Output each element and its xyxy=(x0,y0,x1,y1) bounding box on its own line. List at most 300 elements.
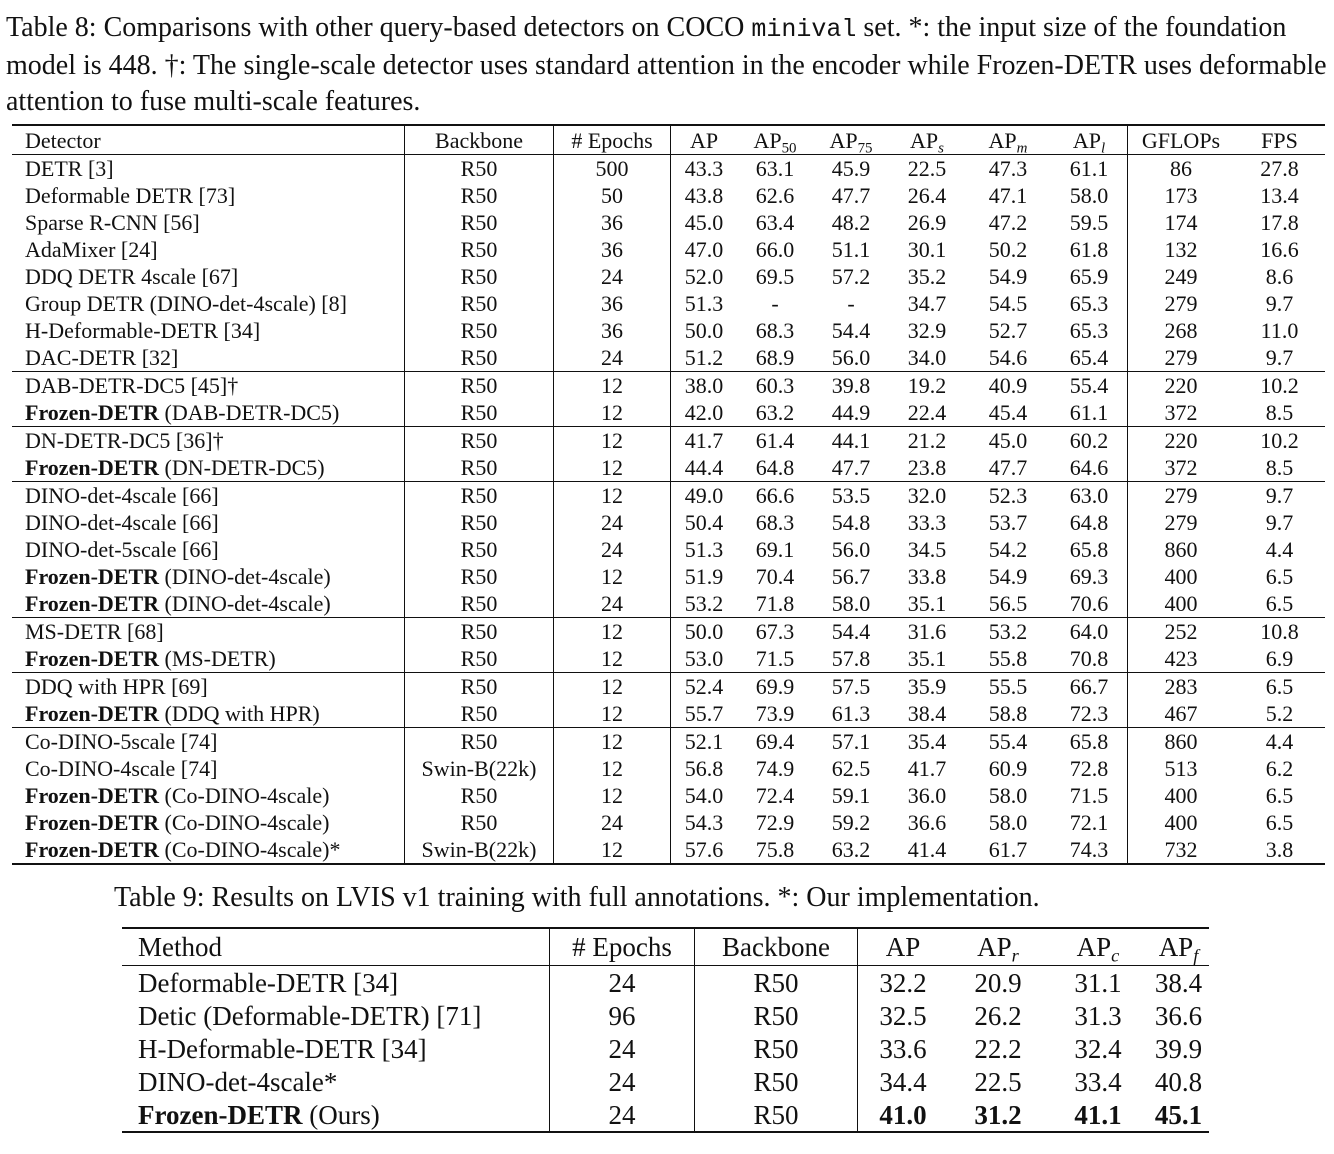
cell-apl: 65.8 xyxy=(1051,536,1128,563)
cell-epochs: 36 xyxy=(554,236,671,263)
cell-apl: 70.8 xyxy=(1051,645,1128,673)
cell-apl: 63.0 xyxy=(1051,482,1128,510)
cell-backbone: R50 xyxy=(695,1098,858,1132)
cell-backbone: R50 xyxy=(695,966,858,1000)
cell-method-name: Frozen-DETR (DN-DETR-DC5) xyxy=(12,454,405,482)
cell-ap: 51.3 xyxy=(684,291,724,316)
cell-fps: 6.5 xyxy=(1265,591,1294,616)
cell-epochs: 12 xyxy=(554,427,671,455)
cell-epochs: 12 xyxy=(554,618,671,646)
cell-aps: 36.0 xyxy=(907,783,947,808)
col-epochs: # Epochs xyxy=(550,928,695,966)
cell-aps: 38.4 xyxy=(907,701,947,726)
cell-gflops: 283 xyxy=(1164,674,1198,699)
cell-ap: 42.0 xyxy=(684,400,724,425)
cell-ap75: 54.4 xyxy=(831,318,871,343)
cell-gflops: 400 xyxy=(1164,564,1198,589)
cell-aps: 33.8 xyxy=(907,564,947,589)
cell-epochs: 96 xyxy=(550,999,695,1032)
cell-fps: 4.4 xyxy=(1265,537,1294,562)
cell-aps: 32.0 xyxy=(907,483,947,508)
table-row xyxy=(12,536,1325,563)
table8-group xyxy=(12,728,1325,865)
cell-backbone: R50 xyxy=(405,399,554,427)
cell-ap75: - xyxy=(847,291,855,316)
cell-apm: 54.2 xyxy=(988,537,1028,562)
cell-gflops: 174 xyxy=(1164,210,1198,235)
cell-backbone: R50 xyxy=(405,509,554,536)
table-row xyxy=(12,427,1325,455)
cell-ap50: 62.6 xyxy=(755,183,795,208)
col-apm: $AP_m$ xyxy=(965,125,1051,155)
cell-ap: 41.0 xyxy=(879,1099,927,1130)
cell-backbone: R50 xyxy=(405,155,554,183)
table-row xyxy=(12,344,1325,372)
cell-gflops: 132 xyxy=(1164,237,1198,262)
cell-fps: 13.4 xyxy=(1260,183,1299,208)
cell-apm: 54.6 xyxy=(988,345,1028,370)
cell-apm: 52.3 xyxy=(988,483,1028,508)
table8-group xyxy=(12,427,1325,482)
table-row xyxy=(12,755,1325,782)
cell-apl: 65.4 xyxy=(1051,344,1128,372)
cell-ap50: 69.4 xyxy=(755,729,795,754)
col-apr: $AP_r$ xyxy=(948,928,1048,966)
cell-backbone: R50 xyxy=(405,290,554,317)
cell-method-name: Frozen-DETR (DAB-DETR-DC5) xyxy=(12,399,405,427)
cell-ap: 32.5 xyxy=(879,1000,927,1031)
table-row xyxy=(12,317,1325,344)
cell-apr: 20.9 xyxy=(974,967,1022,998)
cell-aps: 23.8 xyxy=(907,455,947,480)
cell-apm: 56.5 xyxy=(988,591,1028,616)
cell-ap: 54.0 xyxy=(684,783,724,808)
cell-apm: 47.2 xyxy=(988,210,1028,235)
cell-backbone: Swin-B(22k) xyxy=(405,755,554,782)
cell-apm: 60.9 xyxy=(988,756,1028,781)
cell-epochs: 12 xyxy=(554,563,671,590)
cell-method-name: Frozen-DETR (DINO-det-4scale) xyxy=(12,563,405,590)
cell-apm: 45.4 xyxy=(988,400,1028,425)
table-row xyxy=(12,372,1325,400)
cell-ap75: 59.1 xyxy=(831,783,871,808)
cell-ap: 51.3 xyxy=(684,537,724,562)
table-row xyxy=(12,509,1325,536)
cell-apl: 55.4 xyxy=(1051,372,1128,400)
col-backbone: Backbone xyxy=(695,928,858,966)
table-row xyxy=(122,999,1209,1032)
cell-ap: 53.0 xyxy=(684,646,724,671)
cell-ap75: 45.9 xyxy=(831,156,871,181)
table-row xyxy=(12,782,1325,809)
cell-epochs: 24 xyxy=(554,263,671,290)
cell-epochs: 36 xyxy=(554,209,671,236)
cell-ap: 52.1 xyxy=(684,729,724,754)
col-ap50: $AP_{50}$ xyxy=(737,125,813,155)
cell-apc: 31.3 xyxy=(1074,1000,1122,1031)
cell-backbone: R50 xyxy=(405,182,554,209)
cell-method-name: Deformable-DETR [34] xyxy=(122,966,550,1000)
cell-gflops: 220 xyxy=(1164,428,1198,453)
cell-backbone: R50 xyxy=(405,782,554,809)
cell-apl: 74.3 xyxy=(1051,836,1128,864)
cell-aps: 22.4 xyxy=(907,400,947,425)
cell-method-name: H-Deformable-DETR [34] xyxy=(12,317,405,344)
table8 xyxy=(12,124,1325,865)
cell-fps: 3.8 xyxy=(1265,837,1294,862)
cell-backbone: R50 xyxy=(405,317,554,344)
cell-method-name: DDQ with HPR [69] xyxy=(12,673,405,701)
cell-apm: 53.2 xyxy=(988,619,1028,644)
table-row xyxy=(122,1098,1209,1132)
cell-fps: 6.5 xyxy=(1265,674,1294,699)
cell-apm: 40.9 xyxy=(988,373,1028,398)
cell-method-name: Frozen-DETR (Ours) xyxy=(122,1098,550,1132)
cell-apm: 55.4 xyxy=(988,729,1028,754)
cell-aps: 26.4 xyxy=(907,183,947,208)
cell-fps: 16.6 xyxy=(1260,237,1299,262)
table-row xyxy=(12,482,1325,510)
table-row xyxy=(12,645,1325,673)
cell-epochs: 500 xyxy=(554,155,671,183)
cell-epochs: 24 xyxy=(554,590,671,618)
cell-gflops: 279 xyxy=(1164,291,1198,316)
cell-ap75: 56.0 xyxy=(831,345,871,370)
cell-gflops: 268 xyxy=(1164,318,1198,343)
cell-backbone: R50 xyxy=(405,728,554,756)
cell-ap: 47.0 xyxy=(684,237,724,262)
cell-ap: 43.8 xyxy=(684,183,724,208)
cell-ap50: 68.3 xyxy=(755,510,795,535)
cell-apl: 64.8 xyxy=(1051,509,1128,536)
cell-epochs: 24 xyxy=(554,509,671,536)
cell-ap75: 54.8 xyxy=(831,510,871,535)
cell-fps: 10.2 xyxy=(1260,428,1299,453)
cell-gflops: 173 xyxy=(1164,183,1198,208)
col-aps: $AP_s$ xyxy=(889,125,965,155)
cell-method-name: Group DETR (DINO-det-4scale) [8] xyxy=(12,290,405,317)
cell-ap: 57.6 xyxy=(684,837,724,862)
table8-header-row xyxy=(12,125,1325,155)
cell-ap50: 72.9 xyxy=(755,810,795,835)
cell-ap50: 68.9 xyxy=(755,345,795,370)
cell-method-name: DINO-det-4scale* xyxy=(122,1065,550,1098)
cell-method-name: H-Deformable-DETR [34] xyxy=(122,1032,550,1065)
cell-ap: 41.7 xyxy=(684,428,724,453)
cell-ap50: 61.4 xyxy=(755,428,795,453)
cell-aps: 21.2 xyxy=(907,428,947,453)
cell-ap75: 54.4 xyxy=(831,619,871,644)
cell-method-name: DDQ DETR 4scale [67] xyxy=(12,263,405,290)
cell-backbone: R50 xyxy=(405,563,554,590)
cell-ap50: 74.9 xyxy=(755,756,795,781)
table9-body xyxy=(122,966,1209,1133)
cell-aps: 34.5 xyxy=(907,537,947,562)
cell-apl: 64.6 xyxy=(1051,454,1128,482)
cell-ap: 50.0 xyxy=(684,318,724,343)
cell-apr: 22.2 xyxy=(974,1033,1022,1064)
cell-epochs: 24 xyxy=(550,966,695,1000)
table-row xyxy=(122,1065,1209,1098)
cell-backbone: R50 xyxy=(405,236,554,263)
cell-ap: 51.9 xyxy=(684,564,724,589)
table-row xyxy=(12,809,1325,836)
cell-ap50: 68.3 xyxy=(755,318,795,343)
cell-apm: 47.7 xyxy=(988,455,1028,480)
cell-apm: 58.0 xyxy=(988,810,1028,835)
cell-apl: 71.5 xyxy=(1051,782,1128,809)
cell-aps: 35.2 xyxy=(907,264,947,289)
cell-fps: 6.5 xyxy=(1265,564,1294,589)
cell-aps: 19.2 xyxy=(907,373,947,398)
table8-group xyxy=(12,482,1325,618)
cell-method-name: Detic (Deformable-DETR) [71] xyxy=(122,999,550,1032)
cell-apf: 45.1 xyxy=(1154,1099,1203,1130)
cell-aps: 32.9 xyxy=(907,318,947,343)
cell-ap75: 62.5 xyxy=(831,756,871,781)
cell-ap75: 57.8 xyxy=(831,646,871,671)
cell-ap75: 63.2 xyxy=(831,837,871,862)
cell-epochs: 12 xyxy=(554,836,671,864)
cell-epochs: 12 xyxy=(554,399,671,427)
cell-ap: 50.0 xyxy=(684,619,724,644)
cell-ap50: 73.9 xyxy=(755,701,795,726)
cell-ap75: 56.7 xyxy=(831,564,871,589)
cell-method-name: Frozen-DETR (MS-DETR) xyxy=(12,645,405,673)
cell-fps: 6.5 xyxy=(1265,810,1294,835)
cell-epochs: 24 xyxy=(550,1065,695,1098)
cell-apl: 66.7 xyxy=(1051,673,1128,701)
cell-epochs: 24 xyxy=(550,1098,695,1132)
cell-backbone: R50 xyxy=(695,1065,858,1098)
cell-ap75: 57.2 xyxy=(831,264,871,289)
cell-backbone: R50 xyxy=(405,618,554,646)
cell-gflops: 252 xyxy=(1164,619,1198,644)
cell-ap: 52.0 xyxy=(684,264,724,289)
cell-ap50: 71.8 xyxy=(755,591,795,616)
cell-apf: 38.4 xyxy=(1154,967,1203,998)
cell-backbone: R50 xyxy=(405,482,554,510)
cell-ap75: 59.2 xyxy=(831,810,871,835)
cell-ap: 52.4 xyxy=(684,674,724,699)
cell-fps: 27.8 xyxy=(1260,156,1299,181)
cell-fps: 4.4 xyxy=(1265,729,1294,754)
cell-gflops: 860 xyxy=(1164,537,1198,562)
col-gflops: GFLOPs xyxy=(1128,125,1235,155)
table-row xyxy=(12,728,1325,756)
cell-ap50: 69.1 xyxy=(755,537,795,562)
table-row xyxy=(12,209,1325,236)
cell-aps: 22.5 xyxy=(907,156,947,181)
cell-aps: 36.6 xyxy=(907,810,947,835)
cell-method-name: DETR [3] xyxy=(12,155,405,183)
cell-apl: 65.3 xyxy=(1051,290,1128,317)
cell-method-name: Frozen-DETR (DDQ with HPR) xyxy=(12,700,405,728)
col-ap: AP xyxy=(858,928,949,966)
table8-group xyxy=(12,372,1325,427)
cell-apr: 26.2 xyxy=(974,1000,1022,1031)
cell-apl: 61.8 xyxy=(1051,236,1128,263)
cell-ap50: 66.0 xyxy=(755,237,795,262)
cell-gflops: 279 xyxy=(1164,510,1198,535)
cell-backbone: R50 xyxy=(695,999,858,1032)
cell-apm: 50.2 xyxy=(988,237,1028,262)
cell-ap50: 69.9 xyxy=(755,674,795,699)
cell-backbone: R50 xyxy=(405,454,554,482)
table8-group xyxy=(12,155,1325,372)
cell-ap50: 63.1 xyxy=(755,156,795,181)
cell-ap: 38.0 xyxy=(684,373,724,398)
cell-backbone: R50 xyxy=(405,427,554,455)
cell-aps: 35.4 xyxy=(907,729,947,754)
table-row xyxy=(12,155,1325,183)
cell-fps: 8.6 xyxy=(1265,264,1294,289)
cell-gflops: 400 xyxy=(1164,810,1198,835)
cell-gflops: 513 xyxy=(1164,756,1198,781)
table-row xyxy=(12,399,1325,427)
cell-apc: 31.1 xyxy=(1074,967,1122,998)
col-fps: FPS xyxy=(1234,125,1325,155)
cell-apl: 69.3 xyxy=(1051,563,1128,590)
table8-caption: Table 8: Comparisons with other query-based detectors on COCO minival set. *: the input size of the foundation model is 448. †: The single-scale detector uses standard attention in the encoder while Frozen-DETR uses deformable attention to fuse multi-scale features. xyxy=(6,12,1327,117)
cell-apm: 47.1 xyxy=(988,183,1028,208)
table-row xyxy=(122,966,1209,1000)
cell-gflops: 400 xyxy=(1164,591,1198,616)
cell-epochs: 12 xyxy=(554,782,671,809)
cell-ap: 45.0 xyxy=(684,210,724,235)
cell-backbone: R50 xyxy=(405,673,554,701)
cell-apf: 36.6 xyxy=(1154,1000,1203,1031)
cell-ap: 44.4 xyxy=(684,455,724,480)
cell-ap: 55.7 xyxy=(684,701,724,726)
cell-aps: 41.7 xyxy=(907,756,947,781)
cell-fps: 8.5 xyxy=(1265,400,1294,425)
cell-ap50: 63.4 xyxy=(755,210,795,235)
cell-epochs: 24 xyxy=(554,536,671,563)
cell-apr: 22.5 xyxy=(974,1066,1022,1097)
cell-ap: 43.3 xyxy=(684,156,724,181)
cell-apl: 70.6 xyxy=(1051,590,1128,618)
cell-method-name: MS-DETR [68] xyxy=(12,618,405,646)
cell-method-name: DINO-det-5scale [66] xyxy=(12,536,405,563)
cell-gflops: 860 xyxy=(1164,729,1198,754)
cell-aps: 30.1 xyxy=(907,237,947,262)
cell-fps: 9.7 xyxy=(1265,345,1294,370)
cell-method-name: Frozen-DETR (Co-DINO-4scale) xyxy=(12,782,405,809)
cell-backbone: R50 xyxy=(405,536,554,563)
cell-aps: 35.1 xyxy=(907,646,947,671)
cell-epochs: 36 xyxy=(554,290,671,317)
cell-backbone: R50 xyxy=(405,590,554,618)
cell-backbone: R50 xyxy=(405,645,554,673)
cell-method-name: Frozen-DETR (DINO-det-4scale) xyxy=(12,590,405,618)
cell-apl: 65.9 xyxy=(1051,263,1128,290)
cell-aps: 35.9 xyxy=(907,674,947,699)
cell-fps: 10.8 xyxy=(1260,619,1299,644)
cell-ap75: 48.2 xyxy=(831,210,871,235)
cell-gflops: 467 xyxy=(1164,701,1198,726)
cell-apm: 45.0 xyxy=(988,428,1028,453)
table-row xyxy=(12,236,1325,263)
cell-gflops: 249 xyxy=(1164,264,1198,289)
cell-ap50: 75.8 xyxy=(755,837,795,862)
cell-backbone: R50 xyxy=(405,263,554,290)
cell-apf: 39.9 xyxy=(1154,1033,1203,1064)
cell-apm: 55.8 xyxy=(988,646,1028,671)
col-apc: $AP_c$ xyxy=(1048,928,1148,966)
cell-fps: 6.5 xyxy=(1265,783,1294,808)
table-row xyxy=(12,454,1325,482)
cell-ap75: 51.1 xyxy=(831,237,871,262)
cell-epochs: 12 xyxy=(554,755,671,782)
cell-apm: 47.3 xyxy=(988,156,1028,181)
table9-header-row xyxy=(122,928,1209,966)
cell-fps: 17.8 xyxy=(1260,210,1299,235)
cell-method-name: Co-DINO-4scale [74] xyxy=(12,755,405,782)
cell-apc: 33.4 xyxy=(1074,1066,1122,1097)
cell-method-name: Sparse R-CNN [56] xyxy=(12,209,405,236)
cell-apl: 64.0 xyxy=(1051,618,1128,646)
table-row xyxy=(12,182,1325,209)
cell-apm: 53.7 xyxy=(988,510,1028,535)
cell-aps: 34.0 xyxy=(907,345,947,370)
cell-ap: 54.3 xyxy=(684,810,724,835)
cell-fps: 8.5 xyxy=(1265,455,1294,480)
cell-method-name: Co-DINO-5scale [74] xyxy=(12,728,405,756)
cell-ap50: 60.3 xyxy=(755,373,795,398)
table9-caption: Table 9: Results on LVIS v1 training with full annotations. *: Our implementation. xyxy=(114,882,1040,913)
cell-method-name: DINO-det-4scale [66] xyxy=(12,482,405,510)
table8-group xyxy=(12,618,1325,673)
table-row xyxy=(12,836,1325,864)
cell-apl: 65.8 xyxy=(1051,728,1128,756)
cell-epochs: 36 xyxy=(554,317,671,344)
cell-fps: 9.7 xyxy=(1265,483,1294,508)
cell-apm: 52.7 xyxy=(988,318,1028,343)
cell-epochs: 24 xyxy=(554,809,671,836)
cell-aps: 31.6 xyxy=(907,619,947,644)
cell-aps: 35.1 xyxy=(907,591,947,616)
cell-gflops: 400 xyxy=(1164,783,1198,808)
cell-apm: 58.8 xyxy=(988,701,1028,726)
cell-epochs: 24 xyxy=(554,344,671,372)
cell-gflops: 86 xyxy=(1170,156,1192,181)
cell-apl: 65.3 xyxy=(1051,317,1128,344)
cell-backbone: R50 xyxy=(405,209,554,236)
table-row xyxy=(12,290,1325,317)
cell-ap: 51.2 xyxy=(684,345,724,370)
cell-ap50: 64.8 xyxy=(755,455,795,480)
cell-fps: 5.2 xyxy=(1265,701,1294,726)
cell-aps: 26.9 xyxy=(907,210,947,235)
cell-ap: 49.0 xyxy=(684,483,724,508)
cell-gflops: 279 xyxy=(1164,483,1198,508)
table-row xyxy=(12,263,1325,290)
cell-gflops: 372 xyxy=(1164,455,1198,480)
col-apl: $AP_l$ xyxy=(1051,125,1128,155)
cell-method-name: AdaMixer [24] xyxy=(12,236,405,263)
cell-ap75: 53.5 xyxy=(831,483,871,508)
cell-method-name: DINO-det-4scale [66] xyxy=(12,509,405,536)
cell-epochs: 12 xyxy=(554,700,671,728)
cell-apr: 31.2 xyxy=(974,1099,1022,1130)
cell-fps: 6.9 xyxy=(1265,646,1294,671)
cell-ap: 56.8 xyxy=(684,756,724,781)
cell-method-name: Frozen-DETR (Co-DINO-4scale) xyxy=(12,809,405,836)
cell-ap50: 67.3 xyxy=(755,619,795,644)
col-method: Method xyxy=(122,928,550,966)
cell-aps: 34.7 xyxy=(907,291,947,316)
